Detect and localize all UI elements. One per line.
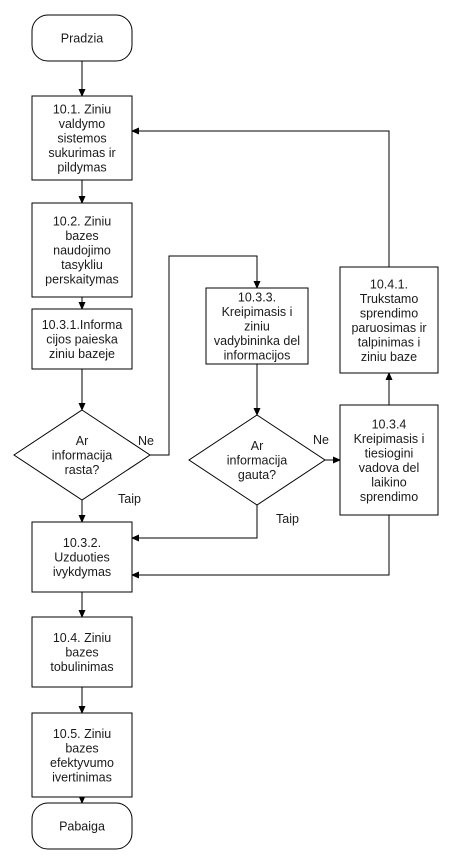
node-n1 [32,96,132,180]
edge-d1-n8 [82,492,141,522]
edge-label: Ne [313,433,329,447]
node-n2 [32,203,132,297]
node-label-line: ivykdymas [52,565,112,579]
node-label-line: sukurimas ir [48,146,116,160]
node-label-line: sistemos [57,131,107,146]
node-label-line: vadova del [358,460,420,475]
edge-n7-n8 [132,515,389,575]
node-label-line: 10.3.3. [237,290,277,305]
node-n3 [32,309,132,369]
node-label-line: Ar [75,434,89,448]
node-label-line: perskaitymas [45,272,119,287]
edge-label: Taip [276,512,299,526]
node-n9 [32,617,132,687]
node-label-line: sprendimo [359,489,419,504]
node-n6 [340,267,438,373]
node-label-line: paruosimas ir [351,320,427,335]
node-d2 [189,415,325,505]
node-label-line: informacija [226,453,288,468]
node-n7 [340,405,438,515]
node-label-line: ziniu [244,319,270,334]
node-label-line: tobulinimas [50,660,114,674]
node-label-line: 10.3.4 [371,417,407,432]
node-label-line: bazes [65,645,99,660]
node-label-line: Kreipimasis i [353,431,425,446]
node-label-line: Pradzia [60,31,104,46]
edge-n6-n1 [132,131,389,267]
node-label-line: 10.4. Ziniu [52,631,112,645]
node-label-line: tasykliu [61,258,103,272]
node-label-line: naudojimo [53,243,111,258]
connector-arrow [132,515,389,575]
node-label-line: 10.2. Ziniu [52,214,112,229]
node-n8 [32,522,132,592]
node-label-line: rasta? [64,463,100,477]
node-label-line: 10.4.1. [369,277,409,292]
node-label-line: 10.5. Ziniu [52,726,112,741]
node-label-line: tiesiogini [364,446,414,461]
node-label-line: Kreipimasis i [221,305,293,319]
node-label-line: ivertinimas [52,770,112,785]
node-label-line: 10.3.1.Informa [41,318,123,332]
node-label-line: laikino [371,475,407,490]
node-label-line: sprendimo [359,306,419,321]
node-label-line: bazes [65,741,99,756]
node-label-line: ziniu baze [360,349,418,364]
node-label-line: Ar [250,439,264,453]
node-label-line: vadybininka del [213,334,301,348]
connector-arrow [132,131,389,267]
node-label-line: Trukstamo [359,291,419,306]
connector-arrow [132,505,257,538]
node-d1 [14,410,150,500]
node-label-line: talpinimas i [357,335,421,350]
node-label-line: efektyvumo [50,755,114,770]
node-label-line: gauta? [237,468,277,482]
node-n5 [206,288,308,364]
edge-label: Taip [118,492,141,506]
node-label-line: 10.1. Ziniu [52,102,112,117]
node-label-line: bazes [65,229,99,243]
node-label-line: Uzduoties [54,550,110,565]
node-label-line: informacijos [223,348,291,363]
node-label-line: ziniu bazeje [48,347,116,361]
node-end [32,803,132,849]
edge-d2-n8 [132,505,299,538]
node-label-line: valdymo [58,117,106,131]
node-label-line: 10.3.2. [62,536,102,550]
node-start [32,15,132,61]
node-n10 [32,713,132,797]
node-label-line: informacija [51,448,113,463]
node-label-line: cijos paieska [46,332,118,347]
node-label-line: pildymas [57,160,107,175]
node-label-line: Pabaiga [59,819,105,834]
edge-label: Ne [138,434,154,448]
